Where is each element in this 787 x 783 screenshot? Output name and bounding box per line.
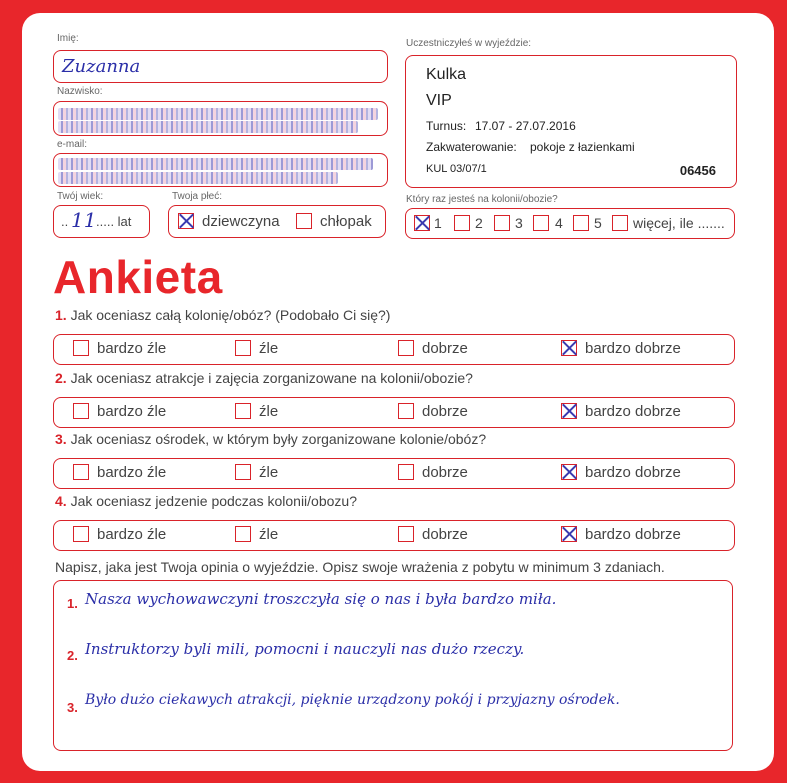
times-checkbox-1[interactable] bbox=[414, 215, 430, 231]
question-4 bbox=[55, 493, 357, 509]
rating-option-label: dobrze bbox=[422, 403, 468, 420]
rating-option-label: bardzo źle bbox=[97, 403, 167, 420]
rating-checkbox[interactable] bbox=[398, 340, 414, 356]
trip-name: Kulka bbox=[426, 66, 467, 83]
trip-number: 06456 bbox=[679, 163, 716, 178]
rating-checkbox[interactable] bbox=[73, 340, 89, 356]
opinion-line-3: Było dużo ciekawych atrakcji, pięknie urządzony pokój i przyjazny ośrodek. bbox=[85, 692, 620, 708]
rating-checkbox[interactable] bbox=[73, 526, 89, 542]
rating-option-label: źle bbox=[259, 340, 279, 357]
rating-checkbox[interactable] bbox=[73, 464, 89, 480]
question-text: Jak oceniasz ośrodek, w którym były zorganizowane kolonie/obóz? bbox=[70, 431, 487, 447]
email-label: e-mail: bbox=[57, 139, 88, 150]
rating-checkbox[interactable] bbox=[561, 464, 577, 480]
gender-option-girl: dziewczyna bbox=[202, 213, 280, 230]
rating-option-label: bardzo dobrze bbox=[585, 464, 681, 481]
rating-option-label: bardzo źle bbox=[97, 340, 167, 357]
rating-checkbox[interactable] bbox=[561, 340, 577, 356]
name-value: Zuzanna bbox=[62, 56, 141, 77]
rating-option-label: dobrze bbox=[422, 526, 468, 543]
rating-option-label: źle bbox=[259, 464, 279, 481]
times-checkbox-2[interactable] bbox=[454, 215, 470, 231]
question-number: 1. bbox=[55, 307, 67, 323]
times-option-more: więcej, ile ....... bbox=[633, 215, 725, 231]
participant-label: Uczestniczyłeś w wyjeździe: bbox=[406, 38, 532, 49]
trip-code: KUL 03/07/1 bbox=[426, 163, 487, 175]
question-3 bbox=[55, 431, 486, 447]
age-value: 11 bbox=[71, 208, 97, 232]
accommodation-value: pokoje z łazienkami bbox=[530, 140, 635, 154]
rating-checkbox[interactable] bbox=[235, 340, 251, 356]
opinion-prompt: Napisz, jaka jest Twoja opinia o wyjeździe. Opisz swoje wrażenia z pobytu w minimum 3 zdaniach. bbox=[55, 559, 665, 575]
rating-checkbox[interactable] bbox=[73, 403, 89, 419]
times-option-2: 2 bbox=[475, 215, 483, 231]
surname-field[interactable] bbox=[53, 101, 388, 136]
age-label: Twój wiek: bbox=[57, 191, 104, 202]
turnus-value: 17.07 - 27.07.2016 bbox=[475, 119, 576, 133]
accommodation-label: Zakwaterowanie: bbox=[426, 140, 517, 154]
opinion-line-1: Nasza wychowawczyni troszczyła się o nas i była bardzo miła. bbox=[85, 590, 557, 608]
times-checkbox-4[interactable] bbox=[533, 215, 549, 231]
surname-label: Nazwisko: bbox=[57, 86, 103, 97]
rating-option-label: bardzo źle bbox=[97, 464, 167, 481]
trip-type: VIP bbox=[426, 92, 452, 109]
times-option-5: 5 bbox=[594, 215, 602, 231]
opinion-number-3: 3. bbox=[67, 700, 78, 715]
rating-checkbox[interactable] bbox=[398, 464, 414, 480]
rating-checkbox[interactable] bbox=[561, 526, 577, 542]
times-checkbox-3[interactable] bbox=[494, 215, 510, 231]
times-checkbox-more[interactable] bbox=[612, 215, 628, 231]
redacted-email bbox=[58, 172, 338, 184]
rating-option-label: bardzo dobrze bbox=[585, 340, 681, 357]
age-field[interactable] bbox=[53, 205, 150, 238]
question-2 bbox=[55, 370, 473, 386]
times-label: Który raz jesteś na kolonii/obozie? bbox=[406, 194, 558, 205]
name-label: Imię: bbox=[57, 33, 79, 44]
rating-option-label: dobrze bbox=[422, 340, 468, 357]
redacted-surname bbox=[58, 121, 358, 133]
name-field[interactable] bbox=[53, 50, 388, 83]
rating-option-label: dobrze bbox=[422, 464, 468, 481]
rating-option-label: źle bbox=[259, 403, 279, 420]
opinion-number-1: 1. bbox=[67, 596, 78, 611]
gender-option-boy: chłopak bbox=[320, 213, 372, 230]
rating-checkbox[interactable] bbox=[235, 526, 251, 542]
rating-option-label: bardzo źle bbox=[97, 526, 167, 543]
turnus-label: Turnus: bbox=[426, 119, 467, 133]
page-title: Ankieta bbox=[53, 251, 223, 303]
times-checkbox-5[interactable] bbox=[573, 215, 589, 231]
rating-checkbox[interactable] bbox=[235, 403, 251, 419]
rating-option-label: źle bbox=[259, 526, 279, 543]
question-text: Jak oceniasz jedzenie podczas kolonii/obozu? bbox=[70, 493, 357, 509]
question-number: 2. bbox=[55, 370, 67, 386]
gender-label: Twoja płeć: bbox=[172, 191, 223, 202]
redacted-email bbox=[58, 158, 373, 170]
times-option-4: 4 bbox=[555, 215, 563, 231]
age-unit: ..... lat bbox=[96, 214, 132, 229]
opinion-line-2: Instruktorzy byli mili, pomocni i nauczyli nas dużo rzeczy. bbox=[85, 640, 525, 658]
question-text: Jak oceniasz całą kolonię/obóz? (Podobało Ci się?) bbox=[70, 307, 391, 323]
age-dots: .. bbox=[61, 214, 69, 229]
question-number: 3. bbox=[55, 431, 67, 447]
rating-checkbox[interactable] bbox=[398, 526, 414, 542]
question-number: 4. bbox=[55, 493, 67, 509]
rating-option-label: bardzo dobrze bbox=[585, 526, 681, 543]
rating-checkbox[interactable] bbox=[235, 464, 251, 480]
redacted-surname bbox=[58, 108, 378, 120]
email-field[interactable] bbox=[53, 153, 388, 187]
question-text: Jak oceniasz atrakcje i zajęcia zorganizowane na kolonii/obozie? bbox=[70, 370, 473, 386]
rating-option-label: bardzo dobrze bbox=[585, 403, 681, 420]
rating-checkbox[interactable] bbox=[398, 403, 414, 419]
gender-checkbox-girl[interactable] bbox=[178, 213, 194, 229]
gender-checkbox-boy[interactable] bbox=[296, 213, 312, 229]
question-1 bbox=[55, 307, 390, 323]
times-option-3: 3 bbox=[515, 215, 523, 231]
opinion-number-2: 2. bbox=[67, 648, 78, 663]
times-option-1: 1 bbox=[434, 215, 442, 231]
trip-info-box bbox=[405, 55, 737, 188]
rating-checkbox[interactable] bbox=[561, 403, 577, 419]
